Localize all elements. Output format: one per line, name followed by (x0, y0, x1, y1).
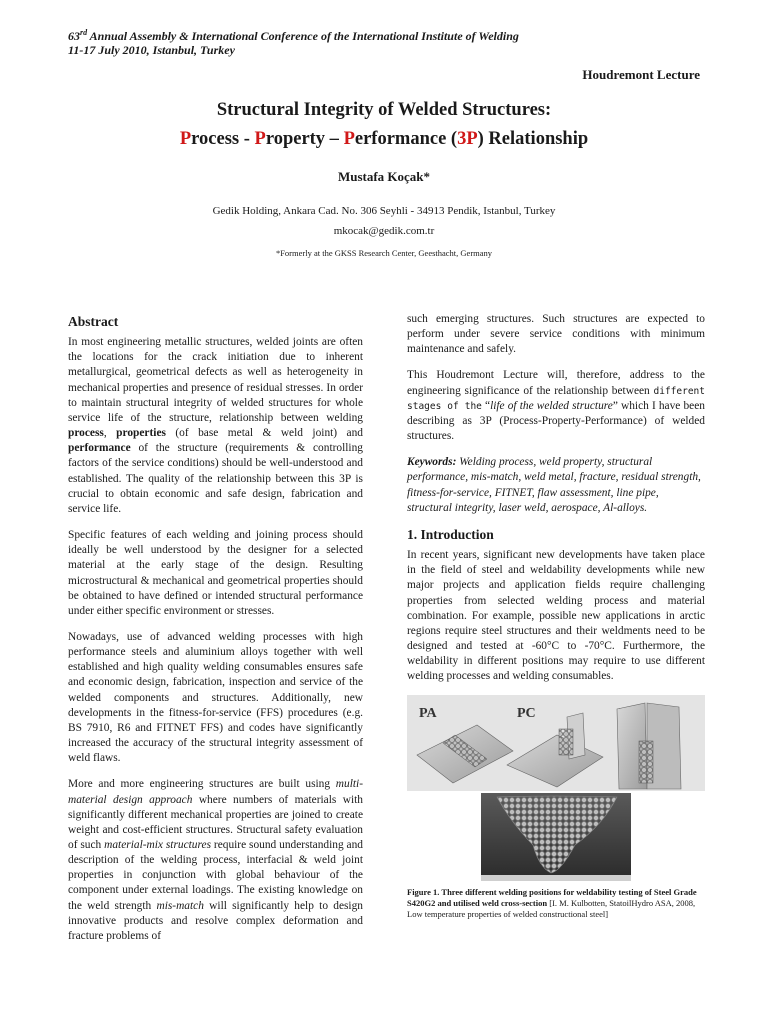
abstract-heading: Abstract (68, 314, 119, 329)
lecture-label: Houdremont Lecture (582, 67, 700, 82)
conference-line-1: 63rd Annual Assembly & International Conference of the International Institute of Welding (68, 28, 519, 43)
abstract-paragraph-1: In most engineering metallic structures, welded joints are often the locations for the crack initiation due to inherent metallurgical, geometrical defects as well as heterogeneity in mechanical properties and presence of residual stresses. In order to maintain structural integrity of welded structures for whole service life of the structure, relationship between welding process, properties (of base metal & weld joint) and performance of the structure (requirements & controlling factors of the service conditions) should be well-understood and established. The quality of the relationship between this 3P is crucial to obtain economic and safe design, fabrication and service life. (68, 336, 363, 515)
conference-header (68, 26, 708, 57)
abstract-paragraph-4: More and more engineering structures are built using multi-material design approach where numbers of materials with significantly different mechanical properties are joined to create weight and cost-efficient structures. Structural safety evaluation of such material-mix structures require sound understanding and description of the welding process, interfacial & weld joint properties in conjunction with global behaviour of the component under external loadings. The existing knowledge on the weld strength mis-match will significantly help to design innovative products and resolve complex deformation and fracture problems of (68, 778, 363, 942)
abstract-paragraph-2: Specific features of each welding and joining process should ideally be well understood by the designer for a selected material at the early stage of the design. Resulting microstructural & mechanical and geometrical properties should be obtained to have defined or intended structural performance under either specific environment or stresses. (68, 529, 363, 617)
left-column (68, 314, 363, 955)
keywords: Keywords: Welding process, weld property, structural performance, mis-match, weld metal, fracture, residual strength, fitness-for-service, FITNET, flaw assessment, line pipe, structural integrity, laser weld, aerospace, Al-alloys. (407, 456, 701, 514)
former-affiliation-note: *Formerly at the GKSS Research Center, Geesthacht, Germany (275, 248, 493, 258)
author-email[interactable]: mkocak@gedik.com.tr (333, 225, 435, 237)
right-paragraph-2: This Houdremont Lecture will, therefore, address to the engineering significance of the relationship between different stages of the “life of the welded structure” which I have been describing as 3P (Process-Property-Performance) of welded structures. (407, 369, 705, 443)
figure-label-pc: PC (517, 706, 536, 722)
author-affiliation: Gedik Holding, Ankara Cad. No. 306 Seyhli - 34913 Pendik, Istanbul, Turkey (212, 205, 556, 217)
right-column (407, 312, 705, 920)
figure-1-caption: Figure 1. Three different welding positions for weldability testing of Steel Grade S420G2 and utilised weld cross-section [I. M. Kulbotten, StatoilHydro ASA, 2008, Low temperature properties of welded constructional steel] (407, 887, 697, 920)
introduction-paragraph-1: In recent years, significant new developments have taken place in the field of steel and weldability developments while new major projects and application fields require challenging properties from selected welding process and material combination. For example, possible new applications in arctic regions require steel structures and their weldments need to be designed and tested at -60°C to -70°C. Furthermore, the weldability in different positions may require to use different welding processes and welding consumables. (407, 549, 705, 683)
figure-1-image (407, 695, 705, 881)
figure-label-pa: PA (419, 706, 437, 722)
introduction-heading: 1. Introduction (407, 526, 494, 542)
right-paragraph-1: such emerging structures. Such structures are expected to perform under severe service conditions with minimum maintenance and safely. (407, 313, 705, 356)
paper-title-line-2: Process - Property – Performance (3P) Relationship (179, 129, 589, 149)
abstract-paragraph-3: Nowadays, use of advanced welding processes with high performance steels and aluminium alloys together with well established and high quality welding consumables ensures safe and economic design, fabrication, inspection and service of the welded components and structures. Additionally, new developments in the fitness-for-service (FFS) procedures (e.g. BS 7910, R6 and FITNET FFS) and codes have significantly increased the accuracy of the structural integrity assessment of weld flaws. (68, 630, 363, 765)
figure-1 (407, 695, 705, 881)
author-name: Mustafa Koçak* (337, 169, 431, 184)
conference-line-2: 11-17 July 2010, Istanbul, Turkey (68, 43, 235, 57)
paper-title-line-1: Structural Integrity of Welded Structures: (216, 100, 552, 120)
